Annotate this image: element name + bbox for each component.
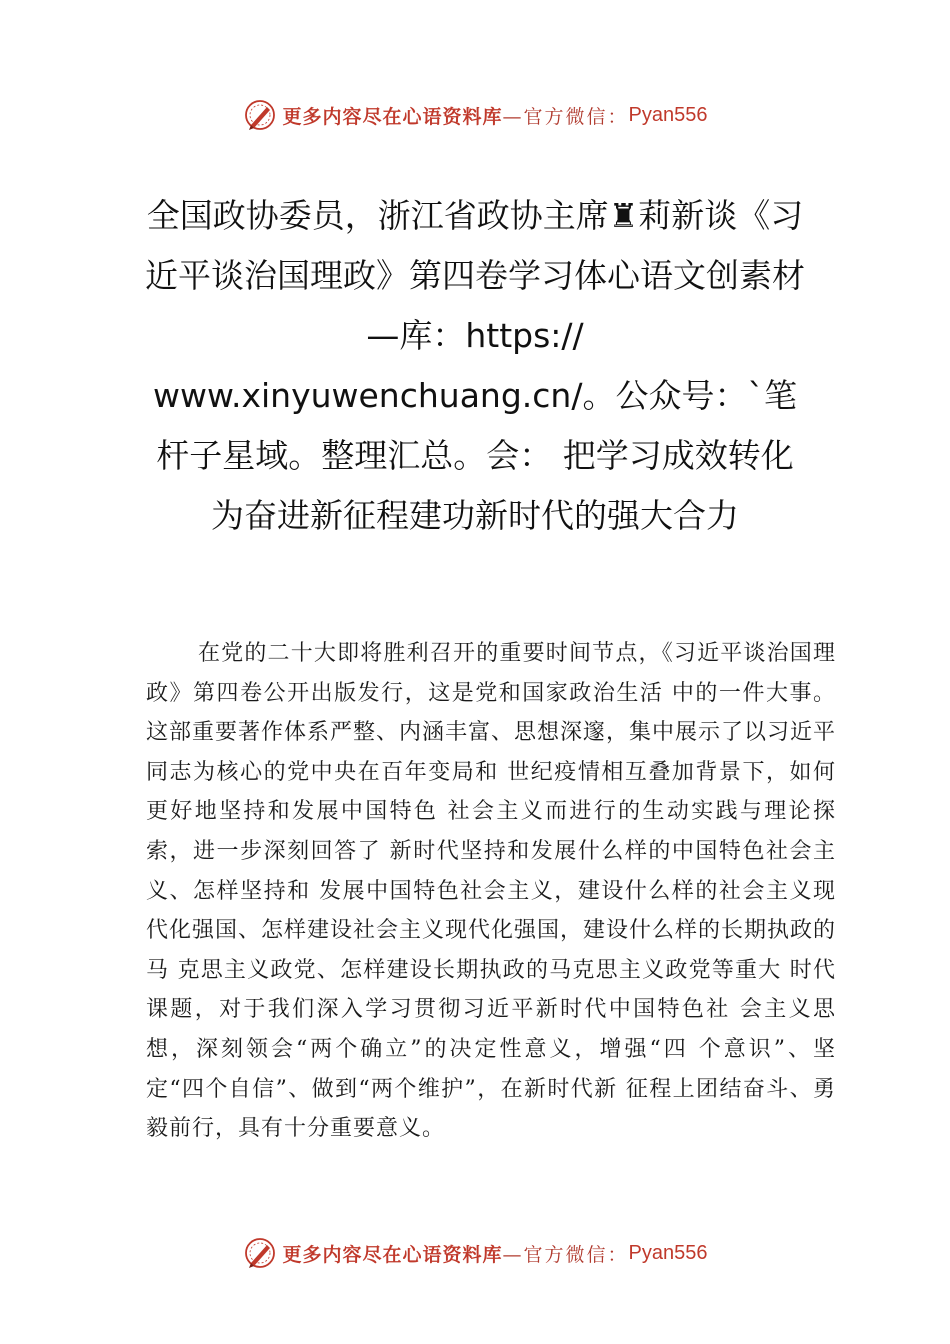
pen-logo-icon [243,98,277,132]
banner-brand-text: 更多内容尽在心语资料库 [282,105,503,128]
banner-wechat-id: Pyan556 [628,1241,708,1264]
header-banner [0,95,950,135]
banner-brand-text: 更多内容尽在心语资料库 [282,1243,503,1266]
footer-banner [0,1233,950,1273]
body-paragraph: 在党的二十大即将胜利召开的重要时间节点，《习近平谈治国理政》第四卷公开出版发行，这是党和国家政治生活 中的一件大事。这部重要著作体系严整、内涵丰富、思想深邃，集中展示了以习近平同志为核心的党中央在百年变局和 世纪疫情相互叠加背景下，如何更好地坚持和发展中国特色 社会主义而进行的生动实践与理论探索，进一步深刻回答了 新时代坚持和发展什么样的中国特色社会主义、怎样坚持和 发展中国特色社会主义，建设什么样的社会主义现代化强国、怎样建设社会主义现代化强国，建设什么样的长期执政的马 克思主义政党、怎样建设长期执政的马克思主义政党等重大 时代课题，对于我们深入学习贯彻习近平新时代中国特色社 会主义思想，深刻领会“两个确立”的决定性意义，增强“四 个意识”、坚定“四个自信”、做到“两个维护”，在新时代新 征程上团结奋斗、勇毅前行，具有十分重要意义。 [146,641,837,1142]
banner-dash-text: —官方微信： [502,1243,629,1266]
document-title: 全国政协委员，浙江省政协主席♜莉新谈《习近平谈治国理政》第四卷学习体心语文创素材—库：https:// www.xinyuwenchuang.cn/。公众号：`笔杆子星域。整理汇总。会： 把学习成效转化为奋进新征程建功新时代的强大合力 [145,196,805,535]
banner-dash-text: —官方微信： [502,105,629,128]
banner-wechat-id: Pyan556 [628,103,708,126]
pen-logo-icon [243,1236,277,1270]
